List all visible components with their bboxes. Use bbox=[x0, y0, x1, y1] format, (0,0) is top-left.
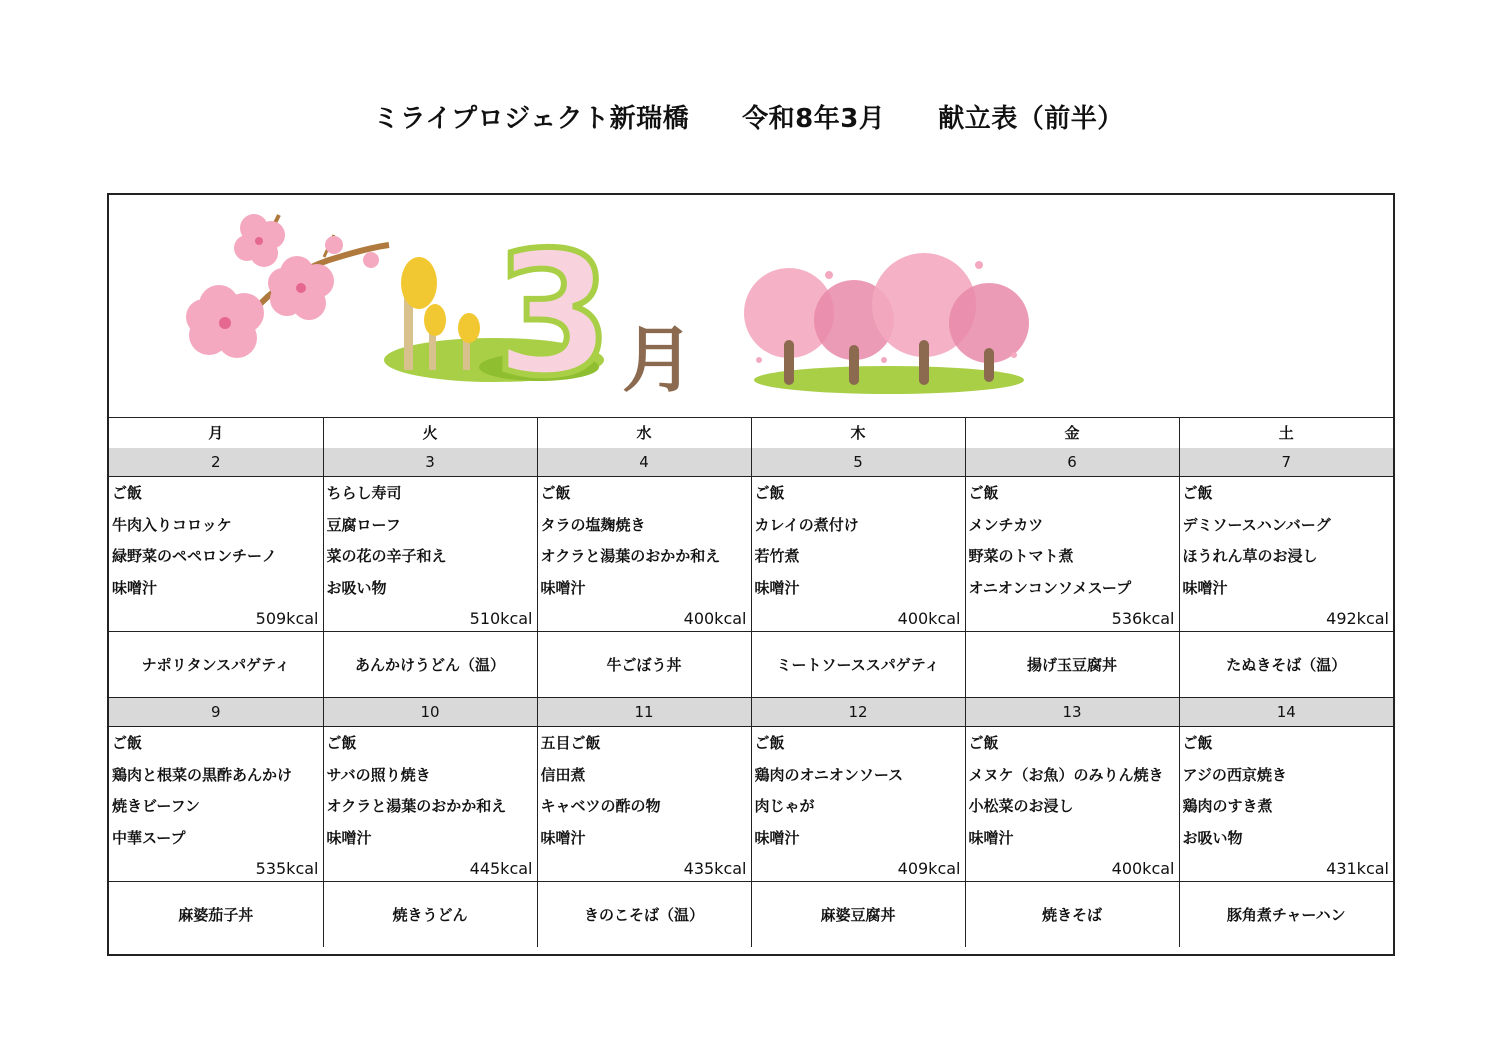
snack-row bbox=[109, 632, 1393, 698]
menu-item: 味噌汁 bbox=[754, 578, 800, 597]
menu-item: 味噌汁 bbox=[540, 578, 586, 597]
menu-item: デミソースハンバーグ bbox=[1182, 515, 1331, 534]
calorie-value: 400kcal bbox=[897, 609, 961, 628]
lunch-cell bbox=[323, 477, 537, 632]
calorie-value: 509kcal bbox=[255, 609, 319, 628]
menu-item: 豆腐ローフ bbox=[326, 515, 401, 534]
menu-item: 小松菜のお浸し bbox=[968, 797, 1074, 815]
menu-item: ご飯 bbox=[968, 484, 999, 502]
snack-cell: 牛ごぼう丼 bbox=[537, 632, 751, 698]
snack-cell: きのこそば（温） bbox=[537, 882, 751, 948]
date-cell: 10 bbox=[323, 698, 537, 727]
date-cell: 5 bbox=[751, 448, 965, 477]
cherry-tree-icon bbox=[744, 253, 1029, 394]
menu-item: 肉じゃが bbox=[754, 797, 815, 815]
calorie-value: 535kcal bbox=[255, 859, 319, 878]
menu-item: メヌケ（お魚）のみりん焼き bbox=[968, 765, 1164, 784]
menu-item: メンチカツ bbox=[968, 515, 1044, 534]
menu-item: 味噌汁 bbox=[754, 828, 800, 847]
calorie-value: 431kcal bbox=[1326, 859, 1389, 878]
menu-item: ご飯 bbox=[968, 734, 999, 752]
banner-illustration bbox=[109, 195, 1393, 417]
menu-item: ご飯 bbox=[326, 734, 357, 752]
menu-item: ご飯 bbox=[754, 734, 785, 752]
snack-row bbox=[109, 882, 1393, 948]
menu-item: 焼きビーフン bbox=[112, 797, 201, 815]
weekday-header: 金 bbox=[965, 417, 1179, 448]
menu-item: サバの照り焼き bbox=[326, 765, 431, 784]
lunch-cell bbox=[109, 727, 323, 882]
date-cell: 7 bbox=[1179, 448, 1393, 477]
calorie-value: 409kcal bbox=[897, 859, 961, 878]
lunch-cell bbox=[965, 727, 1179, 882]
menu-item: 味噌汁 bbox=[326, 828, 372, 847]
menu-item: ご飯 bbox=[754, 484, 785, 502]
menu-item: オクラと湯葉のおかか和え bbox=[540, 547, 721, 565]
menu-item: 鶏肉のすき煮 bbox=[1182, 797, 1273, 815]
date-cell: 3 bbox=[323, 448, 537, 477]
march-banner bbox=[109, 195, 1393, 418]
month-numeral: 3 bbox=[494, 216, 613, 414]
menu-item: お吸い物 bbox=[326, 578, 387, 597]
lunch-cell bbox=[751, 477, 965, 632]
menu-item: 緑野菜のペペロンチーノ bbox=[112, 547, 277, 565]
menu-item: オニオンコンソメスープ bbox=[968, 578, 1132, 597]
calorie-value: 536kcal bbox=[1111, 609, 1175, 628]
calorie-value: 510kcal bbox=[469, 609, 533, 628]
snack-cell: 豚角煮チャーハン bbox=[1179, 882, 1393, 948]
menu-item: 野菜のトマト煮 bbox=[968, 547, 1074, 565]
date-cell: 14 bbox=[1179, 698, 1393, 727]
date-cell: 13 bbox=[965, 698, 1179, 727]
menu-item: オクラと湯葉のおかか和え bbox=[326, 797, 507, 815]
lunch-cell bbox=[1179, 477, 1393, 632]
weekday-header: 水 bbox=[537, 417, 751, 448]
lunch-cell bbox=[323, 727, 537, 882]
calorie-value: 400kcal bbox=[683, 609, 747, 628]
weekday-header: 火 bbox=[323, 417, 537, 448]
calorie-value: 445kcal bbox=[469, 859, 533, 878]
weeks-body bbox=[109, 448, 1393, 947]
menu-item: ご飯 bbox=[112, 734, 143, 752]
date-cell: 9 bbox=[109, 698, 323, 727]
menu-item: タラの塩麹焼き bbox=[540, 515, 646, 534]
lunch-cell bbox=[537, 727, 751, 882]
menu-item: キャベツの酢の物 bbox=[540, 797, 661, 815]
lunch-cell bbox=[537, 477, 751, 632]
menu-item: 味噌汁 bbox=[968, 828, 1014, 847]
page-title: ミライプロジェクト新瑞橋 令和8年3月 献立表（前半） bbox=[373, 104, 1124, 134]
menu-item: 味噌汁 bbox=[540, 828, 586, 847]
lunch-cell bbox=[109, 477, 323, 632]
menu-item: ご飯 bbox=[112, 484, 143, 502]
calorie-value: 435kcal bbox=[683, 859, 747, 878]
calorie-value: 492kcal bbox=[1326, 609, 1389, 628]
menu-calendar bbox=[107, 193, 1395, 956]
month-kanji: 月 bbox=[622, 318, 695, 402]
calorie-value: 400kcal bbox=[1111, 859, 1175, 878]
plum-blossom-icon bbox=[186, 214, 389, 358]
date-cell: 6 bbox=[965, 448, 1179, 477]
snack-cell: 麻婆茄子丼 bbox=[109, 882, 323, 948]
menu-item: 菜の花の辛子和え bbox=[326, 547, 447, 565]
snack-cell: 焼きそば bbox=[965, 882, 1179, 948]
date-cell: 2 bbox=[109, 448, 323, 477]
menu-item: お吸い物 bbox=[1182, 828, 1243, 847]
snack-cell: 揚げ玉豆腐丼 bbox=[965, 632, 1179, 698]
date-cell: 11 bbox=[537, 698, 751, 727]
date-cell: 12 bbox=[751, 698, 965, 727]
menu-item: アジの西京焼き bbox=[1182, 765, 1287, 784]
lunch-cell bbox=[751, 727, 965, 882]
snack-cell: たぬきそば（温） bbox=[1179, 632, 1393, 698]
snack-cell: ミートソーススパゲティ bbox=[751, 632, 965, 698]
menu-table bbox=[109, 417, 1393, 947]
lunch-row bbox=[109, 727, 1393, 882]
menu-item: ご飯 bbox=[1182, 484, 1213, 502]
date-row bbox=[109, 448, 1393, 477]
snack-cell: 焼きうどん bbox=[323, 882, 537, 948]
lunch-row bbox=[109, 477, 1393, 632]
menu-item: 若竹煮 bbox=[754, 547, 800, 565]
menu-item: 中華スープ bbox=[112, 828, 186, 847]
menu-item: ほうれん草のお浸し bbox=[1182, 547, 1318, 565]
menu-item: 五目ご飯 bbox=[540, 734, 601, 752]
weekday-header: 木 bbox=[751, 417, 965, 448]
snack-cell: 麻婆豆腐丼 bbox=[751, 882, 965, 948]
menu-item: ちらし寿司 bbox=[326, 484, 402, 502]
menu-item: 味噌汁 bbox=[1182, 578, 1228, 597]
menu-item: カレイの煮付け bbox=[754, 515, 859, 534]
weekday-header: 月 bbox=[109, 417, 323, 448]
date-row bbox=[109, 698, 1393, 727]
lunch-cell bbox=[1179, 727, 1393, 882]
menu-item: ご飯 bbox=[1182, 734, 1213, 752]
lunch-cell bbox=[965, 477, 1179, 632]
menu-item: 牛肉入りコロッケ bbox=[112, 515, 232, 534]
weekday-header-row bbox=[109, 417, 1393, 448]
snack-cell: あんかけうどん（温） bbox=[323, 632, 537, 698]
menu-item: ご飯 bbox=[540, 484, 571, 502]
weekday-header: 土 bbox=[1179, 417, 1393, 448]
menu-item: 鶏肉と根菜の黒酢あんかけ bbox=[112, 765, 293, 784]
menu-item: 鶏肉のオニオンソース bbox=[754, 765, 904, 784]
menu-item: 味噌汁 bbox=[112, 578, 158, 597]
snack-cell: ナポリタンスパゲティ bbox=[109, 632, 323, 698]
date-cell: 4 bbox=[537, 448, 751, 477]
menu-item: 信田煮 bbox=[540, 765, 586, 784]
